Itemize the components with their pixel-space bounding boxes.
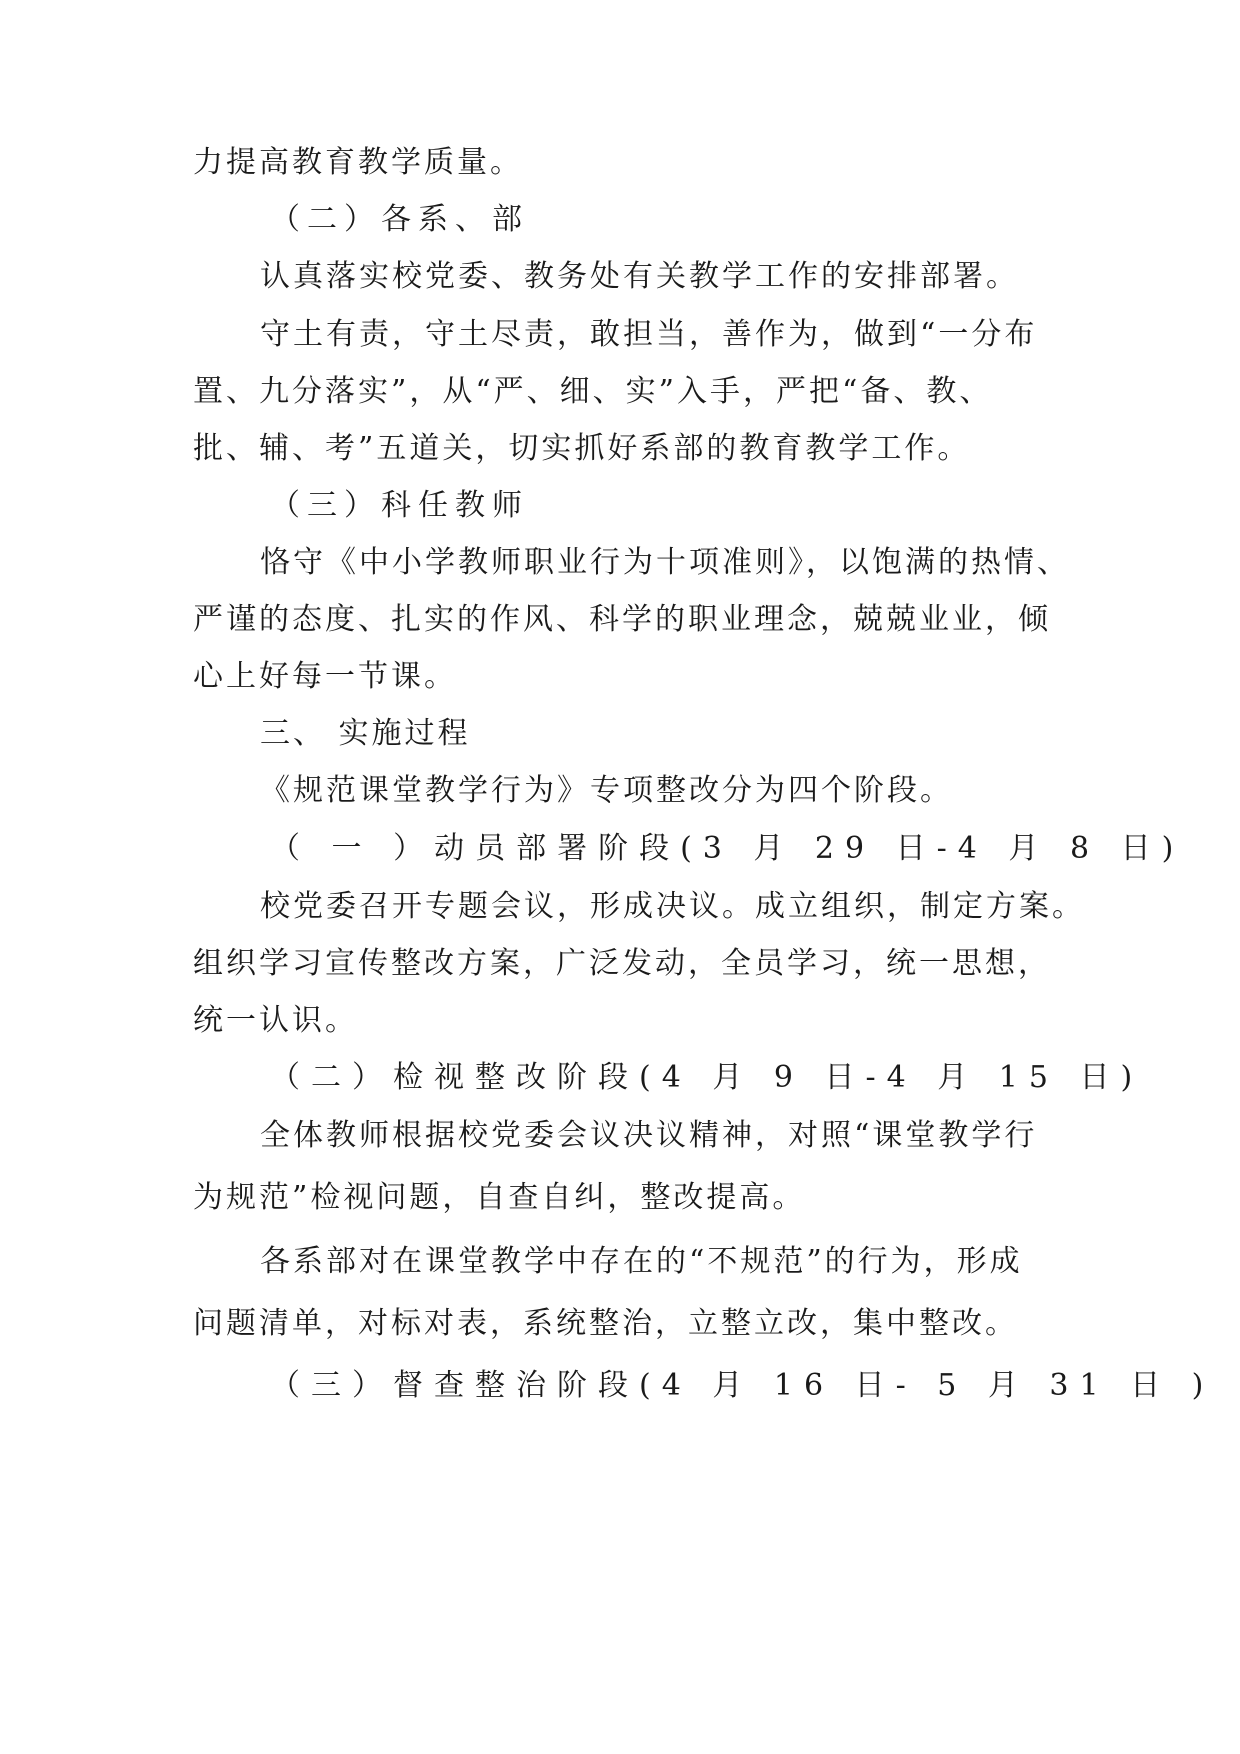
text-line-18: 全体教师根据校党委会议决议精神，对照“课堂教学行 — [260, 1118, 1038, 1153]
text-line-15: 组织学习宣传整改方案，广泛发动，全员学习，统一思想， — [193, 946, 1051, 981]
text-line-19: 为规范”检视问题，自查自纠，整改提高。 — [193, 1180, 806, 1215]
text-line-8: 恪守《中小学教师职业行为十项准则》，以饱满的热情、 — [260, 545, 1070, 580]
text-line-12: 《规范课堂教学行为》专项整改分为四个阶段。 — [260, 773, 953, 808]
text-line-16: 统一认识。 — [193, 1003, 358, 1038]
text-line-3: 认真落实校党委、教务处有关教学工作的安排部署。 — [260, 259, 1019, 294]
text-line-9: 严谨的态度、扎实的作风、科学的职业理念，兢兢业业，倾 — [193, 602, 1051, 637]
text-line-4: 守土有责，守土尽责，敢担当，善作为，做到“一分布 — [260, 317, 1038, 352]
text-line-6: 批、辅、考”五道关，切实抓好系部的教育教学工作。 — [193, 431, 971, 466]
section-heading-teachers: （三）科任教师 — [270, 488, 529, 523]
text-line-10: 心上好每一节课。 — [193, 659, 457, 694]
section-heading-stage-3: （三）督查整治阶段(4 月 16 日- 5 月 31 日 ) — [270, 1368, 1215, 1403]
text-line-14: 校党委召开专题会议，形成决议。成立组织，制定方案。 — [260, 889, 1085, 924]
section-heading-implementation: 三、 实施过程 — [260, 716, 471, 751]
section-heading-departments: （二）各系、部 — [270, 202, 529, 237]
text-line-20: 各系部对在课堂教学中存在的“不规范”的行为，形成 — [260, 1244, 1023, 1279]
text-line-5: 置、九分落实”，从“严、细、实”入手，严把“备、教、 — [193, 374, 993, 409]
text-line-1: 力提高教育教学质量。 — [193, 145, 523, 180]
section-heading-stage-2: （二）检视整改阶段(4 月 9 日-4 月 15 日) — [270, 1060, 1144, 1095]
text-line-21: 问题清单，对标对表，系统整治，立整立改，集中整改。 — [193, 1306, 1018, 1341]
section-heading-stage-1: （ 一 ）动员部署阶段(3 月 29 日-4 月 8 日) — [270, 831, 1185, 866]
